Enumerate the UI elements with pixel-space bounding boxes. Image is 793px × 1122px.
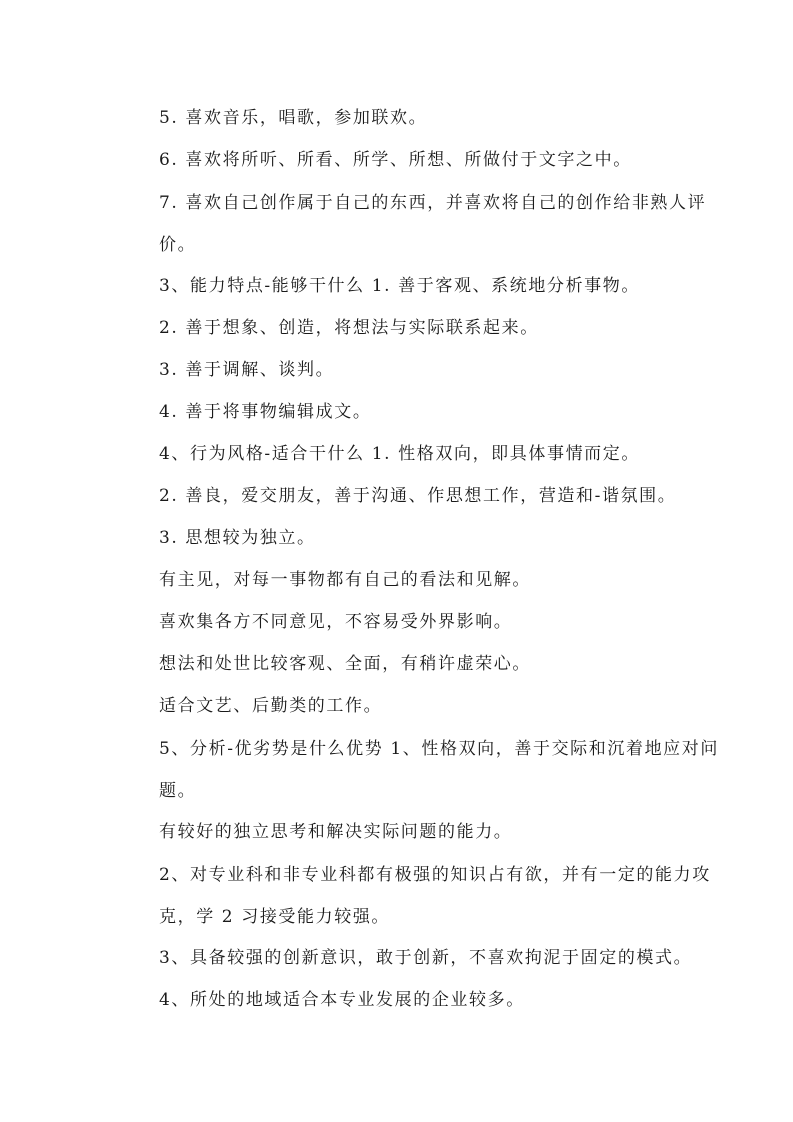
paragraph-13: 想法和处世比较客观、全面，有稍许虚荣心。 <box>159 654 531 674</box>
paragraph-3: 7. 喜欢自己创作属于自己的东西，并喜欢将自己的创作给非熟人评价。 <box>159 193 707 255</box>
paragraph-18: 3、具备较强的创新意识，敢于创新，不喜欢拘泥于固定的模式。 <box>159 948 693 968</box>
paragraph-6: 3. 善于调解、谈判。 <box>159 360 335 380</box>
paragraph-14: 适合文艺、后勤类的工作。 <box>159 696 383 716</box>
paragraph-7: 4. 善于将事物编辑成文。 <box>159 402 372 422</box>
paragraph-19: 4、所处的地域适合本专业发展的企业较多。 <box>159 990 525 1010</box>
paragraph-5: 2. 善于想象、创造，将想法与实际联系起来。 <box>159 318 539 338</box>
paragraph-12: 喜欢集各方不同意见，不容易受外界影响。 <box>159 612 513 632</box>
paragraph-4: 3、能力特点-能够干什么 1. 善于客观、系统地分析事物。 <box>159 276 640 296</box>
paragraph-16: 有较好的独立思考和解决实际问题的能力。 <box>159 822 513 842</box>
paragraph-15: 5、分析-优劣势是什么优势 1、性格双向，善于交际和沉着地应对问题。 <box>159 739 719 801</box>
paragraph-9: 2. 善良，爱交朋友，善于沟通、作思想工作，营造和-谐氛围。 <box>159 486 677 506</box>
paragraph-8: 4、行为风格-适合干什么 1. 性格双向，即具体事情而定。 <box>159 444 640 464</box>
paragraph-1: 5. 喜欢音乐，唱歌，参加联欢。 <box>159 108 428 128</box>
paragraph-17: 2、对专业科和非专业科都有极强的知识占有欲，并有一定的能力攻克，学 2 习接受能力较强。 <box>159 865 711 927</box>
paragraph-10: 3. 思想较为独立。 <box>159 528 316 548</box>
paragraph-2: 6. 喜欢将所听、所看、所学、所想、所做付于文字之中。 <box>159 150 632 170</box>
paragraph-11: 有主见，对每一事物都有自己的看法和见解。 <box>159 570 531 590</box>
